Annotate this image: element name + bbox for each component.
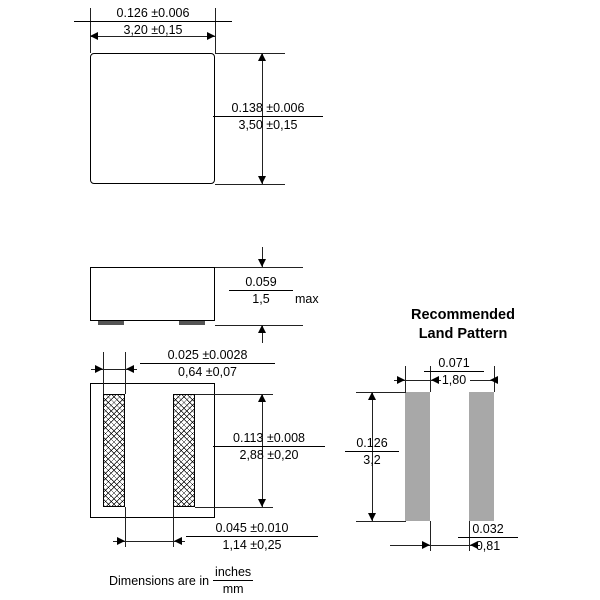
side-height-max-label: max xyxy=(295,292,319,306)
land-pattern-title-line2: Land Pattern xyxy=(418,325,508,342)
footer-note-text: Dimensions are in xyxy=(109,573,210,588)
footer-unit-inches: inches xyxy=(213,565,253,581)
footer-note xyxy=(109,565,253,597)
pad-gap-dimension xyxy=(186,521,318,553)
land-pad-right xyxy=(469,392,494,521)
top-width-inches: 0.126 ±0.006 xyxy=(74,6,232,22)
top-view-body xyxy=(90,53,215,184)
land-pattern-title xyxy=(383,306,543,344)
land-pad-width-arrow-right-icon xyxy=(397,376,405,384)
land-pattern-title-line1: Recommended xyxy=(411,307,515,323)
pad-width-dimension xyxy=(140,348,275,380)
top-height-dimension xyxy=(213,101,323,133)
side-height-mm: 1,5 xyxy=(252,292,270,307)
pad-gap-arrow-left-icon xyxy=(174,537,182,545)
land-pad-gap-dimension xyxy=(458,522,518,554)
pad-length-dimension xyxy=(213,431,325,463)
pad-width-arrow-right-icon xyxy=(95,365,103,373)
pad-width-mm: 0,64 ±0,07 xyxy=(178,365,237,380)
bottom-view-pad-left xyxy=(103,394,125,507)
bottom-view-pad-right xyxy=(173,394,195,507)
footer-unit-fraction xyxy=(213,565,253,597)
land-pad-width-ext-left xyxy=(405,366,406,392)
land-pad-height-mm: 3,2 xyxy=(363,453,381,468)
land-pad-height-arrow-up-icon xyxy=(368,392,376,400)
side-height-ext-top xyxy=(215,267,303,268)
pad-length-inches: 0.113 ±0.008 xyxy=(213,431,325,447)
pad-width-ext-left xyxy=(103,352,104,394)
side-height-arrow-down-icon xyxy=(258,259,266,267)
land-pad-height-ext-bottom xyxy=(356,521,406,522)
pad-width-ext-right xyxy=(125,352,126,394)
land-pad-left xyxy=(405,392,430,521)
land-pad-gap-inches: 0.032 xyxy=(458,522,518,538)
top-height-inches: 0.138 ±0.006 xyxy=(213,101,323,117)
pad-length-arrow-up-icon xyxy=(258,394,266,402)
pad-length-mm: 2,88 ±0,20 xyxy=(239,448,299,463)
land-pad-width-arrow-left-icon-2 xyxy=(490,376,498,384)
side-view-body xyxy=(90,267,215,321)
top-height-arrow-up-icon xyxy=(258,53,266,61)
pad-width-inches: 0.025 ±0.0028 xyxy=(140,348,275,364)
land-pad-gap-arrow-right-icon xyxy=(422,541,430,549)
top-width-mm: 3,20 ±0,15 xyxy=(123,23,183,38)
land-pad-height-dimension xyxy=(345,436,399,468)
top-height-mm: 3,50 ±0,15 xyxy=(238,118,298,133)
top-height-ext-top xyxy=(215,53,285,54)
land-pad-width-mm: 1,80 xyxy=(441,373,467,388)
land-pad-height-ext-top xyxy=(356,392,406,393)
top-height-ext-bottom xyxy=(215,184,285,185)
side-height-inches: 0.059 xyxy=(229,275,293,291)
pad-gap-inches: 0.045 ±0.010 xyxy=(186,521,318,537)
land-pad-gap-ext-left xyxy=(430,521,431,551)
pad-gap-mm: 1,14 ±0,25 xyxy=(222,538,282,553)
land-pad-height-arrow-down-icon xyxy=(368,513,376,521)
pad-width-arrow-left-icon xyxy=(126,365,134,373)
pad-length-ext-bottom xyxy=(195,507,273,508)
side-height-arrow-up-icon xyxy=(258,325,266,333)
side-view-terminal-right xyxy=(179,321,205,325)
top-height-arrow-down-icon xyxy=(258,176,266,184)
land-pad-height-inches: 0.126 xyxy=(345,436,399,452)
land-pad-width-dimension xyxy=(424,356,484,388)
pad-length-arrow-down-icon xyxy=(258,499,266,507)
land-pad-width-inches: 0.071 xyxy=(424,356,484,372)
land-pad-gap-mm: 0,81 xyxy=(475,539,501,554)
top-width-dimension xyxy=(74,6,232,38)
footer-unit-mm: mm xyxy=(222,582,244,597)
side-height-dimension xyxy=(229,275,293,307)
side-view-terminal-left xyxy=(98,321,124,325)
pad-gap-arrow-right-icon xyxy=(117,537,125,545)
